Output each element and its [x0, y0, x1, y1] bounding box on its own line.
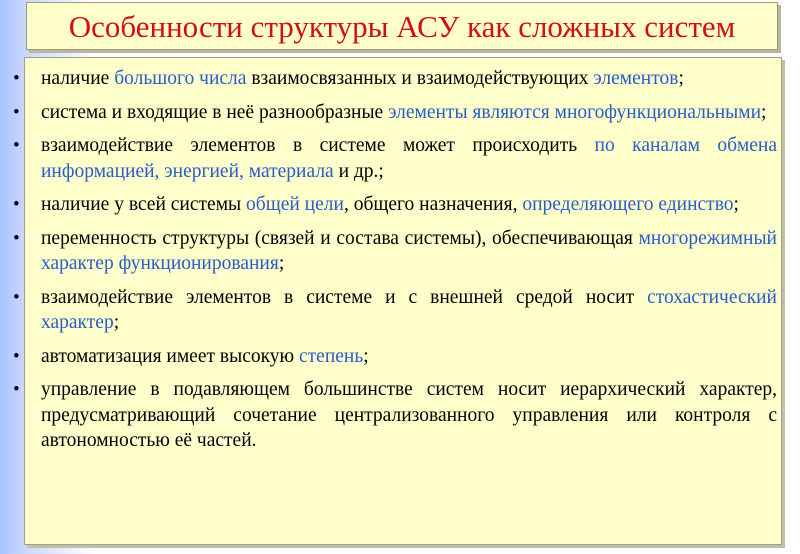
list-item	[13, 226, 781, 277]
item-highlight: элементов	[593, 68, 679, 89]
list-item	[13, 285, 781, 336]
title-banner	[26, 2, 778, 50]
bullet-icon: •	[13, 286, 20, 308]
item-highlight: по каналам обмена информацией, энергией, материала	[41, 135, 777, 182]
item-highlight: большого числа	[114, 68, 247, 89]
item-text: ;	[733, 194, 739, 215]
item-text: взаимосвязанных и взаимодействующих	[246, 68, 594, 89]
bullet-icon: •	[13, 194, 20, 215]
list-item	[13, 66, 781, 92]
item-text: ;	[113, 312, 120, 333]
item-text: наличие	[41, 68, 115, 89]
item-highlight: определяющего единство	[522, 194, 734, 215]
list-item	[13, 133, 781, 184]
bullet-icon: •	[13, 227, 20, 249]
bullet-icon: •	[13, 101, 20, 123]
bullet-icon: •	[13, 379, 20, 400]
feature-list	[13, 66, 781, 454]
item-highlight: элементы являются многофункциональными	[388, 101, 762, 123]
bullet-icon: •	[13, 345, 20, 367]
item-highlight: многорежимный характер функционирования	[41, 227, 777, 274]
item-text: ;	[278, 253, 285, 274]
item-text: ;	[678, 68, 684, 89]
item-text: ;	[761, 101, 767, 123]
item-text: взаимодействие элементов в системе может происходить	[41, 135, 595, 156]
item-text: управление в подавляющем большинстве систем носит иерархический характер, предусматривающий сочетание централизованного управления или контроля с автономностью её частей.	[41, 379, 777, 451]
item-text: ;	[363, 345, 369, 367]
item-text: переменность структуры (связей и состава системы), обеспечивающая	[41, 227, 639, 249]
bullet-icon: •	[13, 135, 20, 156]
item-text: система и входящие в неё разнообразные	[41, 101, 389, 123]
bullet-icon: •	[13, 68, 20, 89]
item-text: автоматизация имеет высокую	[41, 345, 299, 367]
item-text: взаимодействие элементов в системе и с внешней средой носит	[41, 286, 648, 308]
item-highlight: стохастический характер	[41, 286, 777, 333]
list-item	[13, 192, 781, 218]
item-text: и др.;	[333, 160, 384, 182]
list-item	[13, 377, 781, 454]
slide-title: Особенности структуры АСУ как сложных систем	[68, 8, 736, 44]
item-highlight: степень	[299, 345, 364, 367]
list-item	[13, 344, 781, 370]
item-text: наличие у всей системы	[41, 194, 247, 215]
list-item	[13, 100, 781, 126]
content-panel	[13, 57, 782, 545]
item-highlight: общей цели	[246, 194, 344, 215]
item-text: , общего назначения,	[343, 194, 523, 215]
